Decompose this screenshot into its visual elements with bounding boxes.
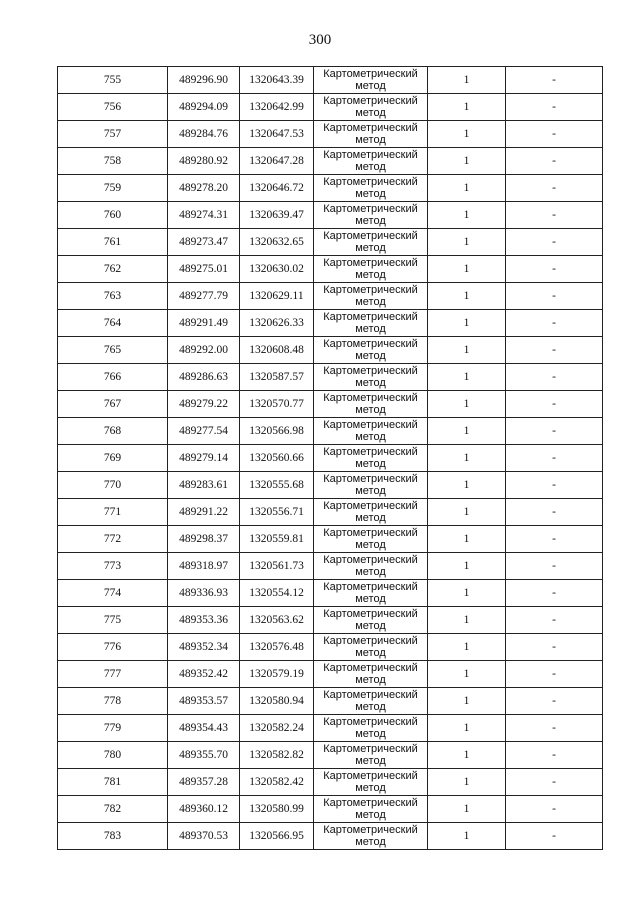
count-cell: 1	[428, 499, 506, 526]
method-cell	[314, 634, 428, 661]
note-cell: -	[506, 121, 603, 148]
x-coordinate-cell: 489294.09	[168, 94, 240, 121]
note-cell: -	[506, 391, 603, 418]
note-cell: -	[506, 769, 603, 796]
note-cell: -	[506, 607, 603, 634]
coordinates-table	[57, 66, 603, 850]
y-coordinate-cell: 1320554.12	[240, 580, 314, 607]
y-coordinate-cell: 1320639.47	[240, 202, 314, 229]
count-cell: 1	[428, 256, 506, 283]
x-coordinate-cell: 489275.01	[168, 256, 240, 283]
x-coordinate-cell: 489296.90	[168, 67, 240, 94]
table-body	[58, 67, 603, 850]
table-row	[58, 364, 603, 391]
method-text: Картометрический метод	[323, 716, 418, 740]
method-text: Картометрический метод	[323, 338, 418, 362]
method-cell	[314, 391, 428, 418]
point-number-cell: 776	[58, 634, 168, 661]
point-number-cell: 764	[58, 310, 168, 337]
x-coordinate-cell: 489274.31	[168, 202, 240, 229]
method-text: Картометрический метод	[323, 635, 418, 659]
point-number-cell: 778	[58, 688, 168, 715]
table-row	[58, 94, 603, 121]
count-cell: 1	[428, 607, 506, 634]
x-coordinate-cell: 489279.22	[168, 391, 240, 418]
method-cell	[314, 418, 428, 445]
note-cell: -	[506, 715, 603, 742]
table-row	[58, 634, 603, 661]
note-cell: -	[506, 256, 603, 283]
x-coordinate-cell: 489279.14	[168, 445, 240, 472]
count-cell: 1	[428, 67, 506, 94]
point-number-cell: 763	[58, 283, 168, 310]
x-coordinate-cell: 489273.47	[168, 229, 240, 256]
note-cell: -	[506, 337, 603, 364]
method-text: Картометрический метод	[323, 797, 418, 821]
method-text: Картометрический метод	[323, 581, 418, 605]
count-cell: 1	[428, 688, 506, 715]
x-coordinate-cell: 489277.79	[168, 283, 240, 310]
note-cell: -	[506, 823, 603, 850]
method-cell	[314, 283, 428, 310]
count-cell: 1	[428, 337, 506, 364]
note-cell: -	[506, 553, 603, 580]
y-coordinate-cell: 1320566.98	[240, 418, 314, 445]
note-cell: -	[506, 634, 603, 661]
note-cell: -	[506, 418, 603, 445]
method-cell	[314, 337, 428, 364]
method-cell	[314, 796, 428, 823]
method-text: Картометрический метод	[323, 311, 418, 335]
method-text: Картометрический метод	[323, 284, 418, 308]
count-cell: 1	[428, 526, 506, 553]
count-cell: 1	[428, 661, 506, 688]
x-coordinate-cell: 489286.63	[168, 364, 240, 391]
x-coordinate-cell: 489352.42	[168, 661, 240, 688]
table-row	[58, 796, 603, 823]
method-cell	[314, 580, 428, 607]
table-row	[58, 229, 603, 256]
point-number-cell: 782	[58, 796, 168, 823]
y-coordinate-cell: 1320647.53	[240, 121, 314, 148]
method-text: Картометрический метод	[323, 527, 418, 551]
note-cell: -	[506, 310, 603, 337]
method-text: Картометрический метод	[323, 743, 418, 767]
note-cell: -	[506, 499, 603, 526]
x-coordinate-cell: 489284.76	[168, 121, 240, 148]
count-cell: 1	[428, 715, 506, 742]
y-coordinate-cell: 1320560.66	[240, 445, 314, 472]
method-cell	[314, 202, 428, 229]
method-text: Картометрический метод	[323, 95, 418, 119]
y-coordinate-cell: 1320580.99	[240, 796, 314, 823]
count-cell: 1	[428, 310, 506, 337]
method-cell	[314, 472, 428, 499]
point-number-cell: 772	[58, 526, 168, 553]
table-row	[58, 175, 603, 202]
method-text: Картометрический метод	[323, 122, 418, 146]
x-coordinate-cell: 489292.00	[168, 337, 240, 364]
table-row	[58, 499, 603, 526]
y-coordinate-cell: 1320632.65	[240, 229, 314, 256]
y-coordinate-cell: 1320582.42	[240, 769, 314, 796]
count-cell: 1	[428, 553, 506, 580]
note-cell: -	[506, 445, 603, 472]
method-cell	[314, 661, 428, 688]
table-row	[58, 742, 603, 769]
method-text: Картометрический метод	[323, 419, 418, 443]
table-row	[58, 283, 603, 310]
point-number-cell: 758	[58, 148, 168, 175]
note-cell: -	[506, 283, 603, 310]
y-coordinate-cell: 1320555.68	[240, 472, 314, 499]
count-cell: 1	[428, 229, 506, 256]
method-text: Картометрический метод	[323, 365, 418, 389]
method-cell	[314, 769, 428, 796]
point-number-cell: 769	[58, 445, 168, 472]
table-row	[58, 688, 603, 715]
method-cell	[314, 823, 428, 850]
count-cell: 1	[428, 472, 506, 499]
table-row	[58, 607, 603, 634]
point-number-cell: 759	[58, 175, 168, 202]
table-row	[58, 418, 603, 445]
note-cell: -	[506, 94, 603, 121]
point-number-cell: 765	[58, 337, 168, 364]
method-text: Картометрический метод	[323, 392, 418, 416]
y-coordinate-cell: 1320642.99	[240, 94, 314, 121]
method-cell	[314, 607, 428, 634]
method-text: Картометрический метод	[323, 149, 418, 173]
method-cell	[314, 310, 428, 337]
count-cell: 1	[428, 823, 506, 850]
y-coordinate-cell: 1320563.62	[240, 607, 314, 634]
count-cell: 1	[428, 283, 506, 310]
method-cell	[314, 229, 428, 256]
table-row	[58, 769, 603, 796]
point-number-cell: 770	[58, 472, 168, 499]
note-cell: -	[506, 796, 603, 823]
y-coordinate-cell: 1320608.48	[240, 337, 314, 364]
point-number-cell: 779	[58, 715, 168, 742]
count-cell: 1	[428, 148, 506, 175]
point-number-cell: 760	[58, 202, 168, 229]
note-cell: -	[506, 229, 603, 256]
y-coordinate-cell: 1320566.95	[240, 823, 314, 850]
method-text: Картометрический метод	[323, 446, 418, 470]
x-coordinate-cell: 489278.20	[168, 175, 240, 202]
point-number-cell: 757	[58, 121, 168, 148]
y-coordinate-cell: 1320559.81	[240, 526, 314, 553]
point-number-cell: 771	[58, 499, 168, 526]
point-number-cell: 780	[58, 742, 168, 769]
table-row	[58, 202, 603, 229]
method-cell	[314, 121, 428, 148]
method-cell	[314, 553, 428, 580]
table-row	[58, 715, 603, 742]
note-cell: -	[506, 67, 603, 94]
note-cell: -	[506, 175, 603, 202]
point-number-cell: 767	[58, 391, 168, 418]
method-cell	[314, 715, 428, 742]
x-coordinate-cell: 489353.36	[168, 607, 240, 634]
x-coordinate-cell: 489280.92	[168, 148, 240, 175]
method-text: Картометрический метод	[323, 770, 418, 794]
method-cell	[314, 94, 428, 121]
x-coordinate-cell: 489283.61	[168, 472, 240, 499]
table-row	[58, 337, 603, 364]
page-number: 300	[308, 32, 332, 48]
x-coordinate-cell: 489291.49	[168, 310, 240, 337]
note-cell: -	[506, 472, 603, 499]
count-cell: 1	[428, 742, 506, 769]
note-cell: -	[506, 661, 603, 688]
y-coordinate-cell: 1320570.77	[240, 391, 314, 418]
y-coordinate-cell: 1320629.11	[240, 283, 314, 310]
table-row	[58, 823, 603, 850]
point-number-cell: 761	[58, 229, 168, 256]
note-cell: -	[506, 202, 603, 229]
method-text: Картометрический метод	[323, 500, 418, 524]
x-coordinate-cell: 489357.28	[168, 769, 240, 796]
table-row	[58, 148, 603, 175]
table-row	[58, 67, 603, 94]
method-cell	[314, 445, 428, 472]
x-coordinate-cell: 489298.37	[168, 526, 240, 553]
y-coordinate-cell: 1320646.72	[240, 175, 314, 202]
point-number-cell: 755	[58, 67, 168, 94]
count-cell: 1	[428, 634, 506, 661]
point-number-cell: 777	[58, 661, 168, 688]
count-cell: 1	[428, 796, 506, 823]
note-cell: -	[506, 364, 603, 391]
y-coordinate-cell: 1320630.02	[240, 256, 314, 283]
table-row	[58, 121, 603, 148]
method-cell	[314, 148, 428, 175]
table-row	[58, 310, 603, 337]
point-number-cell: 775	[58, 607, 168, 634]
point-number-cell: 756	[58, 94, 168, 121]
method-text: Картометрический метод	[323, 662, 418, 686]
note-cell: -	[506, 742, 603, 769]
note-cell: -	[506, 580, 603, 607]
x-coordinate-cell: 489355.70	[168, 742, 240, 769]
method-text: Картометрический метод	[323, 257, 418, 281]
method-text: Картометрический метод	[323, 608, 418, 632]
count-cell: 1	[428, 769, 506, 796]
method-text: Картометрический метод	[323, 554, 418, 578]
table-row	[58, 553, 603, 580]
note-cell: -	[506, 526, 603, 553]
method-cell	[314, 364, 428, 391]
table-row	[58, 391, 603, 418]
table-row	[58, 580, 603, 607]
table-row	[58, 661, 603, 688]
table-row	[58, 472, 603, 499]
y-coordinate-cell: 1320561.73	[240, 553, 314, 580]
count-cell: 1	[428, 364, 506, 391]
count-cell: 1	[428, 445, 506, 472]
method-cell	[314, 526, 428, 553]
method-text: Картометрический метод	[323, 176, 418, 200]
y-coordinate-cell: 1320580.94	[240, 688, 314, 715]
table-row	[58, 445, 603, 472]
method-cell	[314, 67, 428, 94]
method-text: Картометрический метод	[323, 68, 418, 92]
x-coordinate-cell: 489277.54	[168, 418, 240, 445]
table-row	[58, 256, 603, 283]
y-coordinate-cell: 1320579.19	[240, 661, 314, 688]
count-cell: 1	[428, 175, 506, 202]
y-coordinate-cell: 1320582.24	[240, 715, 314, 742]
y-coordinate-cell: 1320582.82	[240, 742, 314, 769]
x-coordinate-cell: 489291.22	[168, 499, 240, 526]
x-coordinate-cell: 489352.34	[168, 634, 240, 661]
count-cell: 1	[428, 391, 506, 418]
y-coordinate-cell: 1320556.71	[240, 499, 314, 526]
x-coordinate-cell: 489354.43	[168, 715, 240, 742]
x-coordinate-cell: 489360.12	[168, 796, 240, 823]
y-coordinate-cell: 1320576.48	[240, 634, 314, 661]
method-text: Картометрический метод	[323, 203, 418, 227]
x-coordinate-cell: 489370.53	[168, 823, 240, 850]
x-coordinate-cell: 489353.57	[168, 688, 240, 715]
count-cell: 1	[428, 202, 506, 229]
point-number-cell: 762	[58, 256, 168, 283]
y-coordinate-cell: 1320626.33	[240, 310, 314, 337]
count-cell: 1	[428, 580, 506, 607]
point-number-cell: 766	[58, 364, 168, 391]
method-cell	[314, 256, 428, 283]
note-cell: -	[506, 148, 603, 175]
point-number-cell: 783	[58, 823, 168, 850]
table-row	[58, 526, 603, 553]
x-coordinate-cell: 489336.93	[168, 580, 240, 607]
y-coordinate-cell: 1320587.57	[240, 364, 314, 391]
point-number-cell: 774	[58, 580, 168, 607]
method-cell	[314, 175, 428, 202]
count-cell: 1	[428, 94, 506, 121]
method-text: Картометрический метод	[323, 824, 418, 848]
method-cell	[314, 688, 428, 715]
count-cell: 1	[428, 418, 506, 445]
point-number-cell: 773	[58, 553, 168, 580]
method-text: Картометрический метод	[323, 230, 418, 254]
method-text: Картометрический метод	[323, 473, 418, 497]
count-cell: 1	[428, 121, 506, 148]
method-cell	[314, 742, 428, 769]
y-coordinate-cell: 1320643.39	[240, 67, 314, 94]
point-number-cell: 781	[58, 769, 168, 796]
x-coordinate-cell: 489318.97	[168, 553, 240, 580]
method-text: Картометрический метод	[323, 689, 418, 713]
point-number-cell: 768	[58, 418, 168, 445]
method-cell	[314, 499, 428, 526]
y-coordinate-cell: 1320647.28	[240, 148, 314, 175]
note-cell: -	[506, 688, 603, 715]
